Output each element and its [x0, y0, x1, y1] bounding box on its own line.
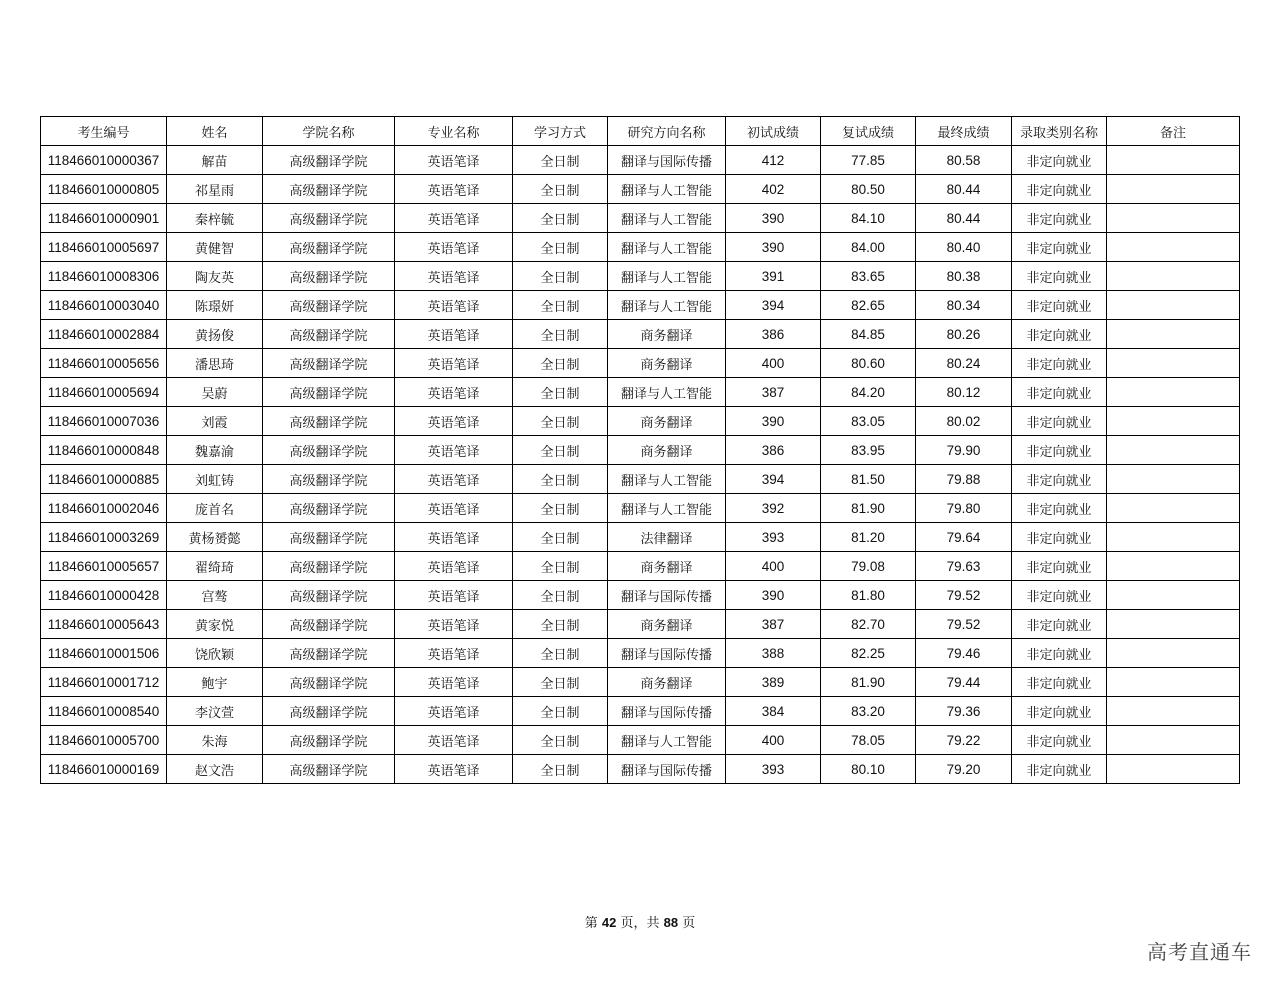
cell-college: 高级翻译学院	[263, 639, 395, 668]
header-row	[41, 117, 1240, 146]
cell-retest-score: 82.25	[821, 639, 916, 668]
cell-research-direction: 翻译与国际传播	[608, 755, 726, 784]
cell-major: 英语笔译	[395, 581, 513, 610]
cell-exam-id: 118466010008540	[41, 697, 167, 726]
header-remarks: 备注	[1107, 117, 1240, 146]
cell-name: 祁星雨	[167, 175, 263, 204]
table-row	[41, 349, 1240, 378]
cell-study-mode: 全日制	[513, 668, 608, 697]
cell-admission-type: 非定向就业	[1012, 726, 1107, 755]
cell-exam-id: 118466010002884	[41, 320, 167, 349]
header-prelim-score: 初试成绩	[726, 117, 821, 146]
cell-retest-score: 78.05	[821, 726, 916, 755]
cell-name: 吴蔚	[167, 378, 263, 407]
cell-prelim-score: 402	[726, 175, 821, 204]
header-admission-type: 录取类别名称	[1012, 117, 1107, 146]
cell-prelim-score: 384	[726, 697, 821, 726]
cell-remarks	[1107, 407, 1240, 436]
table-row	[41, 668, 1240, 697]
cell-retest-score: 84.85	[821, 320, 916, 349]
cell-final-score: 80.02	[916, 407, 1012, 436]
cell-remarks	[1107, 378, 1240, 407]
cell-college: 高级翻译学院	[263, 291, 395, 320]
cell-study-mode: 全日制	[513, 262, 608, 291]
cell-major: 英语笔译	[395, 697, 513, 726]
cell-prelim-score: 386	[726, 320, 821, 349]
cell-prelim-score: 394	[726, 465, 821, 494]
cell-retest-score: 80.50	[821, 175, 916, 204]
cell-major: 英语笔译	[395, 436, 513, 465]
cell-remarks	[1107, 204, 1240, 233]
cell-name: 黄扬俊	[167, 320, 263, 349]
cell-remarks	[1107, 175, 1240, 204]
cell-admission-type: 非定向就业	[1012, 755, 1107, 784]
cell-research-direction: 翻译与国际传播	[608, 146, 726, 175]
table-row	[41, 755, 1240, 784]
cell-prelim-score: 400	[726, 726, 821, 755]
cell-college: 高级翻译学院	[263, 726, 395, 755]
cell-remarks	[1107, 436, 1240, 465]
cell-retest-score: 79.08	[821, 552, 916, 581]
cell-retest-score: 83.05	[821, 407, 916, 436]
cell-admission-type: 非定向就业	[1012, 668, 1107, 697]
cell-admission-type: 非定向就业	[1012, 233, 1107, 262]
cell-remarks	[1107, 668, 1240, 697]
cell-prelim-score: 389	[726, 668, 821, 697]
cell-retest-score: 82.70	[821, 610, 916, 639]
cell-final-score: 79.90	[916, 436, 1012, 465]
cell-retest-score: 81.50	[821, 465, 916, 494]
cell-remarks	[1107, 262, 1240, 291]
cell-final-score: 80.12	[916, 378, 1012, 407]
cell-study-mode: 全日制	[513, 378, 608, 407]
cell-study-mode: 全日制	[513, 465, 608, 494]
cell-research-direction: 翻译与国际传播	[608, 639, 726, 668]
cell-college: 高级翻译学院	[263, 668, 395, 697]
cell-major: 英语笔译	[395, 262, 513, 291]
cell-research-direction: 翻译与国际传播	[608, 697, 726, 726]
cell-remarks	[1107, 233, 1240, 262]
cell-admission-type: 非定向就业	[1012, 610, 1107, 639]
cell-study-mode: 全日制	[513, 494, 608, 523]
table-row	[41, 697, 1240, 726]
cell-research-direction: 翻译与人工智能	[608, 204, 726, 233]
cell-remarks	[1107, 639, 1240, 668]
total-pages: 88	[663, 915, 679, 930]
cell-retest-score: 84.00	[821, 233, 916, 262]
cell-major: 英语笔译	[395, 726, 513, 755]
table-row	[41, 436, 1240, 465]
cell-name: 陈璟妍	[167, 291, 263, 320]
cell-name: 解苗	[167, 146, 263, 175]
cell-major: 英语笔译	[395, 175, 513, 204]
cell-research-direction: 商务翻译	[608, 436, 726, 465]
cell-name: 翟绮琦	[167, 552, 263, 581]
header-college: 学院名称	[263, 117, 395, 146]
cell-college: 高级翻译学院	[263, 494, 395, 523]
cell-remarks	[1107, 523, 1240, 552]
header-retest-score: 复试成绩	[821, 117, 916, 146]
cell-final-score: 80.38	[916, 262, 1012, 291]
table-row	[41, 610, 1240, 639]
cell-research-direction: 翻译与人工智能	[608, 291, 726, 320]
cell-final-score: 79.52	[916, 581, 1012, 610]
cell-study-mode: 全日制	[513, 639, 608, 668]
table-row	[41, 581, 1240, 610]
cell-major: 英语笔译	[395, 465, 513, 494]
cell-college: 高级翻译学院	[263, 755, 395, 784]
page-prefix: 第	[584, 916, 598, 931]
cell-admission-type: 非定向就业	[1012, 349, 1107, 378]
cell-college: 高级翻译学院	[263, 349, 395, 378]
cell-prelim-score: 393	[726, 523, 821, 552]
cell-final-score: 80.34	[916, 291, 1012, 320]
cell-college: 高级翻译学院	[263, 262, 395, 291]
cell-admission-type: 非定向就业	[1012, 697, 1107, 726]
cell-college: 高级翻译学院	[263, 697, 395, 726]
cell-name: 饶欣颖	[167, 639, 263, 668]
cell-remarks	[1107, 349, 1240, 378]
cell-name: 魏嘉渝	[167, 436, 263, 465]
cell-name: 陶友英	[167, 262, 263, 291]
cell-final-score: 79.20	[916, 755, 1012, 784]
cell-retest-score: 77.85	[821, 146, 916, 175]
cell-research-direction: 商务翻译	[608, 320, 726, 349]
cell-exam-id: 118466010001506	[41, 639, 167, 668]
cell-major: 英语笔译	[395, 755, 513, 784]
table-row	[41, 204, 1240, 233]
cell-exam-id: 118466010000169	[41, 755, 167, 784]
table-row	[41, 523, 1240, 552]
cell-study-mode: 全日制	[513, 175, 608, 204]
cell-study-mode: 全日制	[513, 320, 608, 349]
table-row	[41, 146, 1240, 175]
cell-prelim-score: 390	[726, 407, 821, 436]
cell-exam-id: 118466010000805	[41, 175, 167, 204]
table-row	[41, 320, 1240, 349]
cell-remarks	[1107, 494, 1240, 523]
cell-retest-score: 84.10	[821, 204, 916, 233]
cell-final-score: 80.44	[916, 204, 1012, 233]
cell-prelim-score: 387	[726, 378, 821, 407]
cell-college: 高级翻译学院	[263, 320, 395, 349]
cell-prelim-score: 394	[726, 291, 821, 320]
cell-college: 高级翻译学院	[263, 581, 395, 610]
cell-college: 高级翻译学院	[263, 175, 395, 204]
header-name: 姓名	[167, 117, 263, 146]
cell-study-mode: 全日制	[513, 204, 608, 233]
cell-retest-score: 81.90	[821, 494, 916, 523]
cell-study-mode: 全日制	[513, 146, 608, 175]
cell-college: 高级翻译学院	[263, 233, 395, 262]
table-row	[41, 726, 1240, 755]
cell-research-direction: 翻译与人工智能	[608, 726, 726, 755]
cell-major: 英语笔译	[395, 378, 513, 407]
cell-research-direction: 翻译与人工智能	[608, 494, 726, 523]
cell-prelim-score: 388	[726, 639, 821, 668]
cell-name: 黄健智	[167, 233, 263, 262]
cell-study-mode: 全日制	[513, 407, 608, 436]
cell-name: 庞首名	[167, 494, 263, 523]
cell-final-score: 79.44	[916, 668, 1012, 697]
cell-study-mode: 全日制	[513, 697, 608, 726]
cell-remarks	[1107, 320, 1240, 349]
cell-major: 英语笔译	[395, 523, 513, 552]
cell-major: 英语笔译	[395, 639, 513, 668]
cell-admission-type: 非定向就业	[1012, 320, 1107, 349]
cell-name: 李汶萱	[167, 697, 263, 726]
watermark: 高考直通车	[1147, 940, 1252, 964]
cell-exam-id: 118466010005656	[41, 349, 167, 378]
cell-exam-id: 118466010000848	[41, 436, 167, 465]
cell-research-direction: 商务翻译	[608, 552, 726, 581]
table-row	[41, 291, 1240, 320]
cell-major: 英语笔译	[395, 407, 513, 436]
cell-major: 英语笔译	[395, 291, 513, 320]
cell-admission-type: 非定向就业	[1012, 465, 1107, 494]
cell-exam-id: 118466010005657	[41, 552, 167, 581]
cell-admission-type: 非定向就业	[1012, 494, 1107, 523]
cell-exam-id: 118466010005694	[41, 378, 167, 407]
cell-admission-type: 非定向就业	[1012, 581, 1107, 610]
cell-retest-score: 83.20	[821, 697, 916, 726]
cell-research-direction: 法律翻译	[608, 523, 726, 552]
table-row	[41, 552, 1240, 581]
cell-name: 赵文浩	[167, 755, 263, 784]
cell-prelim-score: 393	[726, 755, 821, 784]
cell-research-direction: 翻译与国际传播	[608, 581, 726, 610]
cell-research-direction: 商务翻译	[608, 349, 726, 378]
cell-major: 英语笔译	[395, 610, 513, 639]
cell-prelim-score: 390	[726, 581, 821, 610]
cell-exam-id: 118466010001712	[41, 668, 167, 697]
cell-exam-id: 118466010005700	[41, 726, 167, 755]
cell-college: 高级翻译学院	[263, 610, 395, 639]
cell-final-score: 80.44	[916, 175, 1012, 204]
table-row	[41, 407, 1240, 436]
cell-retest-score: 83.95	[821, 436, 916, 465]
cell-exam-id: 118466010003269	[41, 523, 167, 552]
cell-prelim-score: 390	[726, 233, 821, 262]
cell-retest-score: 83.65	[821, 262, 916, 291]
cell-study-mode: 全日制	[513, 726, 608, 755]
cell-final-score: 80.40	[916, 233, 1012, 262]
cell-admission-type: 非定向就业	[1012, 436, 1107, 465]
cell-remarks	[1107, 552, 1240, 581]
cell-college: 高级翻译学院	[263, 465, 395, 494]
cell-admission-type: 非定向就业	[1012, 523, 1107, 552]
cell-name: 秦梓毓	[167, 204, 263, 233]
cell-name: 刘霞	[167, 407, 263, 436]
cell-college: 高级翻译学院	[263, 378, 395, 407]
cell-major: 英语笔译	[395, 552, 513, 581]
cell-study-mode: 全日制	[513, 523, 608, 552]
cell-remarks	[1107, 581, 1240, 610]
cell-name: 刘虹铸	[167, 465, 263, 494]
cell-exam-id: 118466010000428	[41, 581, 167, 610]
cell-prelim-score: 390	[726, 204, 821, 233]
table-row	[41, 465, 1240, 494]
cell-admission-type: 非定向就业	[1012, 291, 1107, 320]
page-middle: 页，共	[620, 916, 660, 931]
cell-major: 英语笔译	[395, 320, 513, 349]
cell-name: 鲍宇	[167, 668, 263, 697]
cell-exam-id: 118466010005697	[41, 233, 167, 262]
cell-prelim-score: 412	[726, 146, 821, 175]
cell-study-mode: 全日制	[513, 291, 608, 320]
admission-table	[40, 116, 1240, 784]
cell-study-mode: 全日制	[513, 755, 608, 784]
cell-admission-type: 非定向就业	[1012, 175, 1107, 204]
cell-remarks	[1107, 146, 1240, 175]
header-research-direction: 研究方向名称	[608, 117, 726, 146]
cell-retest-score: 80.60	[821, 349, 916, 378]
cell-final-score: 79.46	[916, 639, 1012, 668]
cell-retest-score: 81.20	[821, 523, 916, 552]
cell-college: 高级翻译学院	[263, 407, 395, 436]
cell-remarks	[1107, 465, 1240, 494]
cell-major: 英语笔译	[395, 494, 513, 523]
cell-study-mode: 全日制	[513, 552, 608, 581]
cell-exam-id: 118466010008306	[41, 262, 167, 291]
cell-remarks	[1107, 610, 1240, 639]
cell-prelim-score: 400	[726, 552, 821, 581]
cell-research-direction: 翻译与人工智能	[608, 262, 726, 291]
cell-admission-type: 非定向就业	[1012, 639, 1107, 668]
cell-admission-type: 非定向就业	[1012, 407, 1107, 436]
cell-exam-id: 118466010003040	[41, 291, 167, 320]
cell-study-mode: 全日制	[513, 610, 608, 639]
cell-name: 朱海	[167, 726, 263, 755]
cell-study-mode: 全日制	[513, 349, 608, 378]
cell-exam-id: 118466010002046	[41, 494, 167, 523]
current-page: 42	[601, 915, 617, 930]
table-row	[41, 233, 1240, 262]
cell-remarks	[1107, 726, 1240, 755]
cell-prelim-score: 386	[726, 436, 821, 465]
header-final-score: 最终成绩	[916, 117, 1012, 146]
cell-final-score: 79.36	[916, 697, 1012, 726]
cell-college: 高级翻译学院	[263, 552, 395, 581]
cell-research-direction: 翻译与人工智能	[608, 378, 726, 407]
cell-exam-id: 118466010000885	[41, 465, 167, 494]
cell-admission-type: 非定向就业	[1012, 146, 1107, 175]
table-row	[41, 494, 1240, 523]
header-exam-id: 考生编号	[41, 117, 167, 146]
cell-major: 英语笔译	[395, 668, 513, 697]
page-number	[0, 912, 1280, 931]
cell-retest-score: 81.90	[821, 668, 916, 697]
page-suffix: 页	[682, 916, 696, 931]
cell-major: 英语笔译	[395, 146, 513, 175]
cell-prelim-score: 387	[726, 610, 821, 639]
cell-retest-score: 81.80	[821, 581, 916, 610]
cell-prelim-score: 392	[726, 494, 821, 523]
cell-college: 高级翻译学院	[263, 146, 395, 175]
cell-study-mode: 全日制	[513, 581, 608, 610]
cell-final-score: 80.24	[916, 349, 1012, 378]
table-row	[41, 262, 1240, 291]
cell-final-score: 79.63	[916, 552, 1012, 581]
cell-final-score: 80.26	[916, 320, 1012, 349]
cell-exam-id: 118466010000901	[41, 204, 167, 233]
cell-study-mode: 全日制	[513, 436, 608, 465]
cell-final-score: 80.58	[916, 146, 1012, 175]
cell-final-score: 79.64	[916, 523, 1012, 552]
cell-major: 英语笔译	[395, 204, 513, 233]
cell-prelim-score: 400	[726, 349, 821, 378]
table-row	[41, 639, 1240, 668]
cell-remarks	[1107, 755, 1240, 784]
cell-admission-type: 非定向就业	[1012, 262, 1107, 291]
cell-prelim-score: 391	[726, 262, 821, 291]
cell-research-direction: 商务翻译	[608, 407, 726, 436]
header-major: 专业名称	[395, 117, 513, 146]
cell-remarks	[1107, 697, 1240, 726]
cell-college: 高级翻译学院	[263, 436, 395, 465]
cell-exam-id: 118466010007036	[41, 407, 167, 436]
cell-final-score: 79.88	[916, 465, 1012, 494]
cell-admission-type: 非定向就业	[1012, 552, 1107, 581]
header-study-mode: 学习方式	[513, 117, 608, 146]
cell-research-direction: 翻译与人工智能	[608, 465, 726, 494]
cell-admission-type: 非定向就业	[1012, 204, 1107, 233]
cell-name: 宫骜	[167, 581, 263, 610]
cell-research-direction: 商务翻译	[608, 668, 726, 697]
cell-college: 高级翻译学院	[263, 204, 395, 233]
cell-research-direction: 翻译与人工智能	[608, 175, 726, 204]
cell-final-score: 79.22	[916, 726, 1012, 755]
cell-exam-id: 118466010000367	[41, 146, 167, 175]
cell-major: 英语笔译	[395, 233, 513, 262]
cell-research-direction: 翻译与人工智能	[608, 233, 726, 262]
cell-retest-score: 84.20	[821, 378, 916, 407]
cell-final-score: 79.52	[916, 610, 1012, 639]
cell-final-score: 79.80	[916, 494, 1012, 523]
cell-retest-score: 80.10	[821, 755, 916, 784]
cell-name: 潘思琦	[167, 349, 263, 378]
cell-exam-id: 118466010005643	[41, 610, 167, 639]
cell-major: 英语笔译	[395, 349, 513, 378]
cell-name: 黄家悦	[167, 610, 263, 639]
table-row	[41, 378, 1240, 407]
cell-college: 高级翻译学院	[263, 523, 395, 552]
cell-research-direction: 商务翻译	[608, 610, 726, 639]
cell-retest-score: 82.65	[821, 291, 916, 320]
cell-remarks	[1107, 291, 1240, 320]
cell-study-mode: 全日制	[513, 233, 608, 262]
table-row	[41, 175, 1240, 204]
cell-name: 黄杨赟懿	[167, 523, 263, 552]
cell-admission-type: 非定向就业	[1012, 378, 1107, 407]
